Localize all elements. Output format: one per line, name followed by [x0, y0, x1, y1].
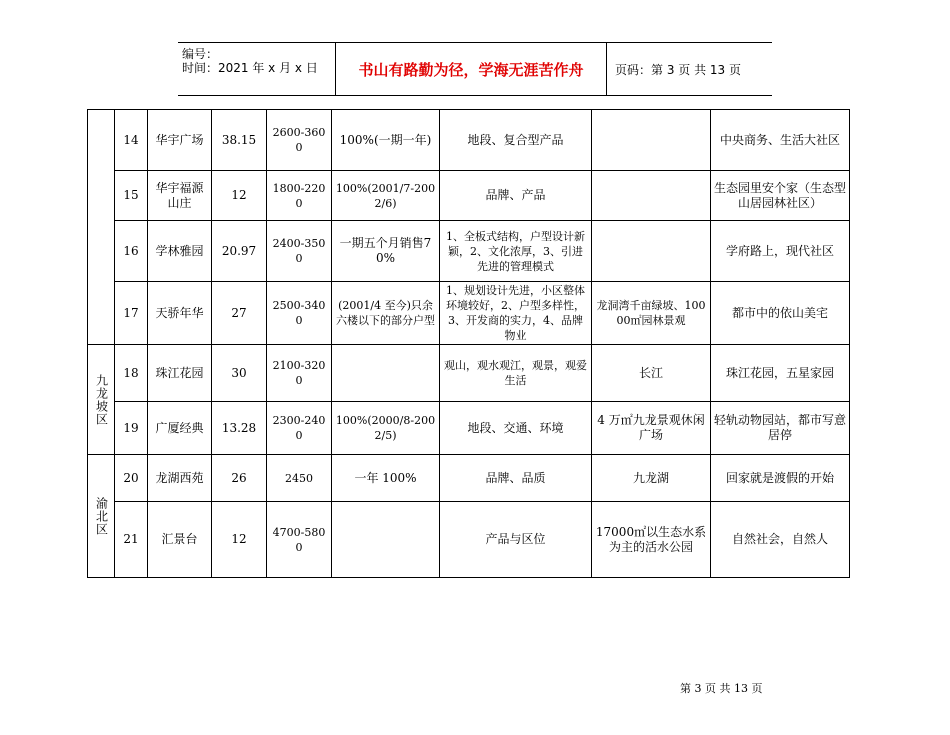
- table-row: [88, 502, 850, 578]
- project-price: 1800-2200: [267, 171, 332, 221]
- project-landscape: 龙洞湾千亩绿坡、10000㎡园林景观: [592, 282, 711, 345]
- project-name: 珠江花园: [148, 345, 212, 402]
- project-no: 21: [115, 502, 148, 578]
- project-name: 广厦经典: [148, 402, 212, 455]
- project-slogan: 珠江花园，五星家园: [711, 345, 850, 402]
- project-name: 华宇福源山庄: [148, 171, 212, 221]
- table-row: [88, 282, 850, 345]
- project-selling-point: 地段、交通、环境: [440, 402, 592, 455]
- project-area: 27: [212, 282, 267, 345]
- project-area: 13.28: [212, 402, 267, 455]
- project-area: 20.97: [212, 221, 267, 282]
- table-row: [88, 345, 850, 402]
- project-area: 26: [212, 455, 267, 502]
- project-price: 2500-3400: [267, 282, 332, 345]
- header-meta: [182, 47, 332, 75]
- project-table: [87, 109, 850, 578]
- project-landscape: [592, 221, 711, 282]
- header-motto: 书山有路勤为径，学海无涯苦作舟: [335, 43, 607, 95]
- project-sales: 一年 100%: [332, 455, 440, 502]
- table-row: [88, 402, 850, 455]
- project-name: 龙湖西苑: [148, 455, 212, 502]
- project-slogan: 中央商务、生活大社区: [711, 110, 850, 171]
- project-price: 4700-5800: [267, 502, 332, 578]
- project-no: 20: [115, 455, 148, 502]
- project-selling-point: 1、全板式结构，户型设计新颖，2、文化浓厚，3、引进先进的管理模式: [440, 221, 592, 282]
- project-slogan: 都市中的依山美宅: [711, 282, 850, 345]
- document-header: [178, 42, 772, 96]
- project-no: 18: [115, 345, 148, 402]
- project-price: 2450: [267, 455, 332, 502]
- project-slogan: 自然社会，自然人: [711, 502, 850, 578]
- district-cell: 九龙坡区: [88, 345, 115, 455]
- project-area: 38.15: [212, 110, 267, 171]
- project-sales: [332, 502, 440, 578]
- table-row: [88, 221, 850, 282]
- project-price: 2100-3200: [267, 345, 332, 402]
- project-sales: 100%(一期一年): [332, 110, 440, 171]
- project-price: 2600-3600: [267, 110, 332, 171]
- table-row: [88, 171, 850, 221]
- project-area: 12: [212, 171, 267, 221]
- project-sales: 一期五个月销售70%: [332, 221, 440, 282]
- project-area: 30: [212, 345, 267, 402]
- header-page-info: 页码：第 3 页 共 13 页: [615, 62, 741, 77]
- project-selling-point: 品牌、产品: [440, 171, 592, 221]
- project-sales: [332, 345, 440, 402]
- project-slogan: 学府路上，现代社区: [711, 221, 850, 282]
- project-area: 12: [212, 502, 267, 578]
- project-landscape: 长江: [592, 345, 711, 402]
- project-name: 华宇广场: [148, 110, 212, 171]
- project-landscape: [592, 110, 711, 171]
- table-row: [88, 455, 850, 502]
- project-sales: (2001/4 至今)只余六楼以下的部分户型: [332, 282, 440, 345]
- project-landscape: 17000㎡以生态水系为主的活水公园: [592, 502, 711, 578]
- project-name: 天骄年华: [148, 282, 212, 345]
- table-row: [88, 110, 850, 171]
- number-label: 编号：: [182, 47, 219, 61]
- project-landscape: 九龙湖: [592, 455, 711, 502]
- project-selling-point: 观山，观水观江，观景，观爱生活: [440, 345, 592, 402]
- project-price: 2400-3500: [267, 221, 332, 282]
- district-cell: 渝北区: [88, 455, 115, 578]
- project-price: 2300-2400: [267, 402, 332, 455]
- district-cell: [88, 110, 115, 345]
- project-no: 17: [115, 282, 148, 345]
- project-sales: 100%(2001/7-2002/6): [332, 171, 440, 221]
- project-no: 19: [115, 402, 148, 455]
- project-selling-point: 品牌、品质: [440, 455, 592, 502]
- project-no: 15: [115, 171, 148, 221]
- time-label: 时间：2021 年 x 月 x 日: [182, 61, 318, 75]
- project-slogan: 回家就是渡假的开始: [711, 455, 850, 502]
- project-landscape: [592, 171, 711, 221]
- project-no: 14: [115, 110, 148, 171]
- project-selling-point: 地段、复合型产品: [440, 110, 592, 171]
- project-slogan: 轻轨动物园站，都市写意居停: [711, 402, 850, 455]
- project-slogan: 生态园里安个家（生态型山居园林社区）: [711, 171, 850, 221]
- project-landscape: 4 万㎡九龙景观休闲广场: [592, 402, 711, 455]
- page-footer: 第 3 页 共 13 页: [680, 682, 763, 695]
- project-selling-point: 产品与区位: [440, 502, 592, 578]
- project-sales: 100%(2000/8-2002/5): [332, 402, 440, 455]
- project-no: 16: [115, 221, 148, 282]
- project-name: 学林雅园: [148, 221, 212, 282]
- project-selling-point: 1、规划设计先进，小区整体环境较好，2、户型多样性，3、开发商的实力，4、品牌物业: [440, 282, 592, 345]
- project-name: 汇景台: [148, 502, 212, 578]
